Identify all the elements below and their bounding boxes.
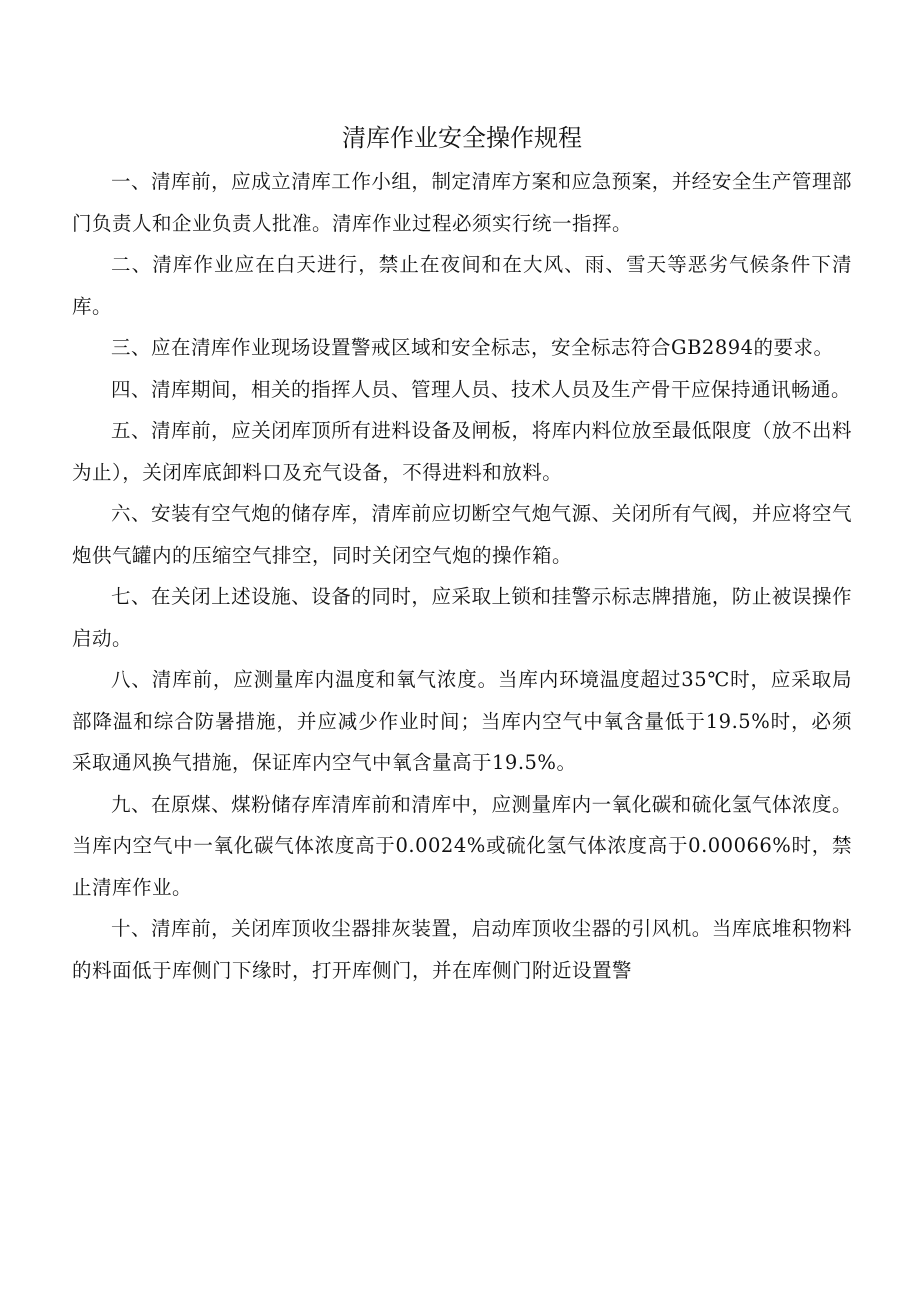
paragraph-5: 五、清库前，应关闭库顶所有进料设备及闸板，将库内料位放至最低限度（放不出料为止），关闭库底卸料口及充气设备，不得进料和放料。 (72, 419, 852, 484)
paragraph-8: 八、清库前，应测量库内温度和氧气浓度。当库内环境温度超过35℃时，应采取局部降温和综合防暑措施，并应减少作业时间；当库内空气中氧含量低于19.5%时，必须采取通风换气措施，保证库内空气中氧含量高于19.5%。 (72, 668, 852, 774)
paragraph-4: 四、清库期间，相关的指挥人员、管理人员、技术人员及生产骨干应保持通讯畅通。 (111, 377, 852, 401)
paragraph-9: 九、在原煤、煤粉储存库清库前和清库中，应测量库内一氧化碳和硫化氢气体浓度。当库内空气中一氧化碳气体浓度高于0.0024%或硫化氢气体浓度高于0.00066%时，禁止清库作业。 (72, 792, 852, 899)
document-page (72, 118, 852, 991)
paragraph-2: 二、清库作业应在白天进行，禁止在夜间和在大风、雨、雪天等恶劣气候条件下清库。 (72, 253, 852, 318)
document-title: 清库作业安全操作规程 (342, 124, 582, 152)
paragraph-6: 六、安装有空气炮的储存库，清库前应切断空气炮气源、关闭所有气阀，并应将空气炮供气罐内的压缩空气排空，同时关闭空气炮的操作箱。 (72, 502, 852, 567)
paragraph-1: 一、清库前，应成立清库工作小组，制定清库方案和应急预案，并经安全生产管理部门负责人和企业负责人批准。清库作业过程必须实行统一指挥。 (72, 170, 852, 235)
paragraph-3: 三、应在清库作业现场设置警戒区域和安全标志，安全标志符合GB2894的要求。 (111, 336, 834, 359)
paragraph-7: 七、在关闭上述设施、设备的同时，应采取上锁和挂警示标志牌措施，防止被误操作启动。 (72, 585, 852, 650)
paragraph-10: 十、清库前，关闭库顶收尘器排灰装置，启动库顶收尘器的引风机。当库底堆积物料的料面低于库侧门下缘时，打开库侧门，并在库侧门附近设置警 (72, 917, 852, 982)
